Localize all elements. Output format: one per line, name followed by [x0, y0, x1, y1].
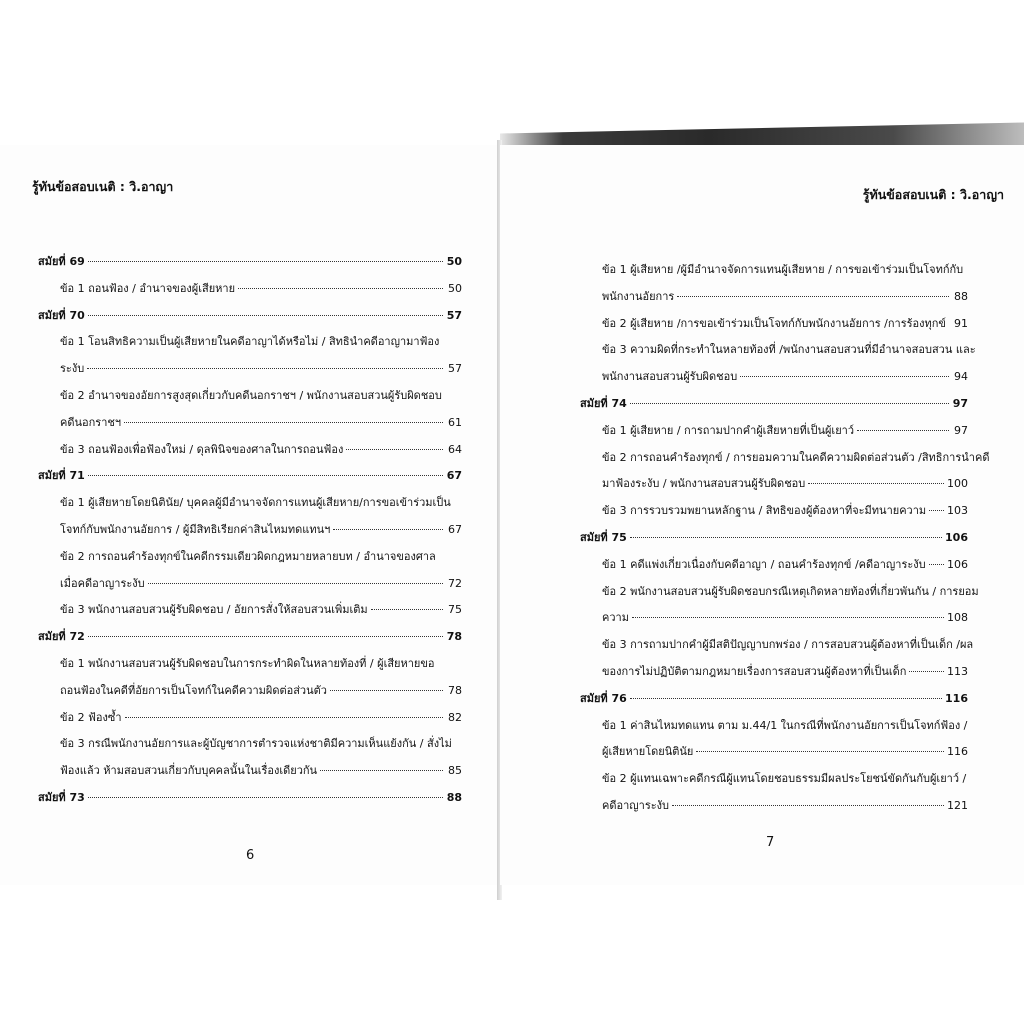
- toc-entry-text: เมื่อคดีอาญาระงับ: [60, 576, 145, 590]
- toc-entry-page: 91: [954, 316, 968, 330]
- dot-leader: [124, 422, 443, 423]
- toc-entry-text: ผู้เสียหายโดยนิตินัย: [602, 745, 694, 759]
- dot-leader: [371, 609, 443, 610]
- toc-entry-page: 121: [947, 798, 968, 812]
- toc-entry-text: ข้อ 3 กรณีพนักงานอัยการและผู้บัญชาการตำรวจแห่งชาติมีความเห็นแย้งกัน / สั่งไม่: [60, 737, 452, 751]
- toc-entry-text: สมัยที่ 73: [38, 790, 85, 804]
- left-page: [0, 145, 498, 885]
- toc-entry: [580, 659, 968, 686]
- toc-entry-text: ข้อ 3 การรวบรวมพยานหลักฐาน / สิทธิของผู้ต้องหาที่จะมีทนายความ: [602, 504, 927, 518]
- toc-entry-text: ข้อ 3 ถอนฟ้องเพื่อฟ้องใหม่ / ดุลพินิจของศาลในการถอนฟ้อง: [60, 442, 344, 456]
- toc-entry-page: 97: [952, 396, 968, 410]
- toc-entry: [580, 257, 968, 284]
- toc-entry: [38, 731, 462, 758]
- toc-entry: [580, 713, 968, 740]
- left-page-number: 6: [246, 848, 255, 863]
- toc-entry-text: ระงับ: [60, 362, 85, 376]
- dot-leader: [929, 564, 944, 565]
- dot-leader: [630, 537, 942, 538]
- toc-entry-text: ข้อ 2 อำนาจของอัยการสูงสุดเกี่ยวกับคดีนอกราชฯ / พนักงานสอบสวนผู้รับผิดชอบ: [60, 388, 442, 402]
- dot-leader: [320, 770, 443, 771]
- toc-entry: [580, 766, 968, 793]
- dot-leader: [630, 403, 949, 404]
- toc-entry: [38, 571, 462, 598]
- dot-leader: [238, 288, 443, 289]
- toc-entry: [580, 337, 976, 364]
- toc-entry-page: 64: [448, 442, 462, 456]
- toc-entry: [38, 785, 462, 812]
- toc-entry-page: 67: [448, 522, 462, 536]
- toc-entry-text: ข้อ 2 ผู้เสียหาย /การขอเข้าร่วมเป็นโจทก์กับพนักงานอัยการ /การร้องทุกข์: [602, 316, 946, 330]
- toc-entry-page: 85: [448, 764, 462, 778]
- right-page: [500, 145, 1024, 885]
- toc-entry: [38, 544, 462, 571]
- toc-entry-text: สมัยที่ 71: [38, 469, 85, 483]
- toc-entry-text: สมัยที่ 74: [580, 396, 627, 410]
- dot-leader: [740, 376, 949, 377]
- toc-entry-page: 116: [945, 691, 968, 705]
- toc-entry: [580, 793, 968, 820]
- dot-leader: [857, 430, 949, 431]
- toc-entry-text: ข้อ 1 ผู้เสียหาย / การถามปากคำผู้เสียหายที่เป็นผู้เยาว์: [602, 423, 854, 437]
- toc-entry: [580, 471, 968, 498]
- toc-entry: [38, 758, 462, 785]
- toc-entry: [38, 705, 462, 732]
- dot-leader: [677, 296, 949, 297]
- toc-entry-page: 106: [947, 557, 968, 571]
- toc-entry: [580, 311, 968, 338]
- dot-leader: [148, 583, 443, 584]
- toc-entry: [580, 418, 968, 445]
- toc-entry: [580, 686, 968, 713]
- toc-entry-text: สมัยที่ 69: [38, 255, 85, 268]
- dot-leader: [87, 368, 443, 369]
- dot-leader: [929, 510, 944, 511]
- toc-entry: [580, 364, 968, 391]
- toc-entry-text: ข้อ 2 การถอนคำร้องทุกข์ / การยอมความในคดีความผิดต่อส่วนตัว /สิทธิการนำคดี: [602, 450, 990, 464]
- toc-entry-text: คดีอาญาระงับ: [602, 798, 670, 812]
- dot-leader: [88, 315, 443, 316]
- dot-leader: [696, 751, 944, 752]
- toc-entry-text: พนักงานอัยการ: [602, 289, 675, 303]
- toc-entry: [38, 249, 462, 276]
- toc-entry-text: ถอนฟ้องในคดีที่อัยการเป็นโจทก์ในคดีความผิดต่อส่วนตัว: [60, 683, 327, 697]
- dot-leader: [630, 698, 942, 699]
- toc-entry-text: มาฟ้องระงับ / พนักงานสอบสวนผู้รับผิดชอบ: [602, 477, 806, 491]
- toc-entry: [580, 552, 968, 579]
- toc-entry-page: 72: [448, 576, 462, 590]
- toc-entry-page: 67: [446, 469, 462, 483]
- toc-entry-text: ข้อ 1 ถอนฟ้อง / อำนาจของผู้เสียหาย: [60, 281, 236, 295]
- toc-entry-text: ข้อ 2 ผู้แทนเฉพาะคดีกรณีผู้แทนโดยชอบธรรมมีผลประโยชน์ขัดกันกับผู้เยาว์ /: [602, 772, 967, 786]
- dot-leader: [346, 449, 443, 450]
- toc-entry: [580, 498, 968, 525]
- dot-leader: [808, 483, 944, 484]
- toc-entry-text: ข้อ 1 คดีแพ่งเกี่ยวเนื่องกับคดีอาญา / ถอนคำร้องทุกข์ /คดีอาญาระงับ: [602, 557, 926, 571]
- toc-entry-text: ข้อ 1 โอนสิทธิความเป็นผู้เสียหายในคดีอาญาได้หรือไม่ / สิทธินำคดีอาญามาฟ้อง: [60, 335, 440, 349]
- toc-entry: [38, 437, 462, 464]
- toc-entry: [38, 490, 462, 517]
- toc-entry-text: พนักงานสอบสวนผู้รับผิดชอบ: [602, 370, 738, 384]
- toc-entry-text: ฟ้องแล้ว ห้ามสอบสวนเกี่ยวกับบุคคลนั้นในเรื่องเดียวกัน: [60, 764, 318, 778]
- toc-entry-page: 82: [448, 710, 462, 724]
- dot-leader: [333, 529, 443, 530]
- toc-entry-page: 113: [947, 664, 968, 678]
- toc-entry-page: 88: [446, 790, 462, 804]
- toc-entry-text: ข้อ 2 ฟ้องซ้ำ: [60, 710, 122, 724]
- toc-entry: [38, 410, 462, 437]
- toc-entry-text: สมัยที่ 72: [38, 630, 85, 644]
- toc-entry: [580, 739, 968, 766]
- toc-entry-text: ข้อ 2 พนักงานสอบสวนผู้รับผิดชอบกรณีเหตุเกิดหลายท้องที่เกี่ยวพันกัน / การยอม: [602, 584, 979, 598]
- toc-entry-page: 108: [947, 611, 968, 625]
- toc-entry: [38, 678, 462, 705]
- toc-entry-text: ข้อ 1 ค่าสินไหมทดแทน ตาม ม.44/1 ในกรณีที่พนักงานอัยการเป็นโจทก์ฟ้อง /: [602, 718, 968, 732]
- toc-entry-page: 78: [448, 683, 462, 697]
- toc-entry: [38, 303, 462, 330]
- toc-entry-page: 94: [954, 370, 968, 384]
- right-page-number: 7: [766, 835, 775, 850]
- toc-entry-page: 100: [947, 477, 968, 491]
- toc-entry: [38, 597, 462, 624]
- toc-entry-page: 116: [947, 745, 968, 759]
- toc-entry-text: โจทก์กับพนักงานอัยการ / ผู้มีสิทธิเรียกค่าสินไหมทดแทนฯ: [60, 522, 331, 536]
- toc-entry: [38, 276, 462, 303]
- toc-entry-page: 78: [446, 630, 462, 644]
- toc-entry-page: 88: [954, 289, 968, 303]
- toc-entry-text: ข้อ 1 พนักงานสอบสวนผู้รับผิดชอบในการกระทำผิดในหลายท้องที่ / ผู้เสียหายขอ: [60, 656, 435, 670]
- toc-entry-text: ข้อ 1 ผู้เสียหายโดยนิตินัย/ บุคคลผู้มีอำนาจจัดการแทนผู้เสียหาย/การขอเข้าร่วมเป็น: [60, 496, 451, 510]
- right-page-header: รู้ทันข้อสอบเนติ : วิ.อาญา: [862, 187, 1004, 202]
- toc-entry-page: 106: [945, 530, 968, 544]
- toc-entry-text: ข้อ 3 พนักงานสอบสวนผู้รับผิดชอบ / อัยการสั่งให้สอบสวนเพิ่มเติม: [60, 603, 368, 617]
- dot-leader: [632, 617, 944, 618]
- dot-leader: [88, 797, 443, 798]
- toc-entry-page: 103: [947, 504, 968, 518]
- dot-leader: [330, 690, 443, 691]
- dot-leader: [672, 805, 944, 806]
- toc-entry: [38, 329, 462, 356]
- toc-entry: [580, 525, 968, 552]
- toc-entry-text: ความ: [602, 611, 629, 625]
- toc-entry: [580, 605, 968, 632]
- dot-leader: [125, 717, 443, 718]
- left-toc: [38, 249, 462, 812]
- toc-entry-text: ข้อ 2 การถอนคำร้องทุกข์ในคดีกรรมเดียวผิดกฎหมายหลายบท / อำนาจของศาล: [60, 549, 436, 563]
- toc-entry-page: 61: [448, 415, 462, 429]
- toc-entry-text: สมัยที่ 75: [580, 530, 627, 544]
- dot-leader: [909, 671, 944, 672]
- toc-entry: [38, 624, 462, 651]
- toc-entry: [580, 391, 968, 418]
- toc-entry-text: ข้อ 1 ผู้เสียหาย /ผู้มีอำนาจจัดการแทนผู้เสียหาย / การขอเข้าร่วมเป็นโจทก์กับ: [602, 263, 964, 276]
- dot-leader: [88, 261, 443, 262]
- toc-entry-page: 57: [448, 362, 462, 376]
- toc-entry: [38, 463, 462, 490]
- toc-entry: [38, 517, 462, 544]
- toc-entry: [580, 579, 979, 606]
- right-toc: [580, 257, 990, 820]
- toc-entry-page: 50: [448, 281, 462, 295]
- toc-entry-page: 75: [448, 603, 462, 617]
- toc-entry: [38, 383, 462, 410]
- toc-entry-text: ข้อ 3 การถามปากคำผู้มีสติปัญญาบกพร่อง / การสอบสวนผู้ต้องหาที่เป็นเด็ก /ผล: [602, 638, 974, 652]
- toc-entry-page: 57: [446, 308, 462, 322]
- toc-entry-page: 50: [446, 255, 462, 268]
- toc-entry-text: สมัยที่ 76: [580, 691, 627, 705]
- toc-entry: [580, 284, 968, 311]
- toc-entry-text: ข้อ 3 ความผิดที่กระทำในหลายท้องที่ /พนักงานสอบสวนที่มีอำนาจสอบสวน และ: [602, 343, 976, 357]
- toc-entry: [38, 651, 462, 678]
- toc-entry-text: สมัยที่ 70: [38, 308, 85, 322]
- toc-entry-page: 97: [954, 423, 968, 437]
- toc-entry-text: คดีนอกราชฯ: [60, 415, 122, 429]
- dot-leader: [88, 475, 443, 476]
- toc-entry-text: ของการไม่ปฏิบัติตามกฎหมายเรื่องการสอบสวนผู้ต้องหาที่เป็นเด็ก: [602, 664, 907, 678]
- toc-entry: [580, 632, 974, 659]
- dot-leader: [88, 636, 443, 637]
- left-page-header: รู้ทันข้อสอบเนติ : วิ.อาญา: [32, 179, 174, 194]
- toc-entry: [38, 356, 462, 383]
- toc-entry: [580, 445, 990, 472]
